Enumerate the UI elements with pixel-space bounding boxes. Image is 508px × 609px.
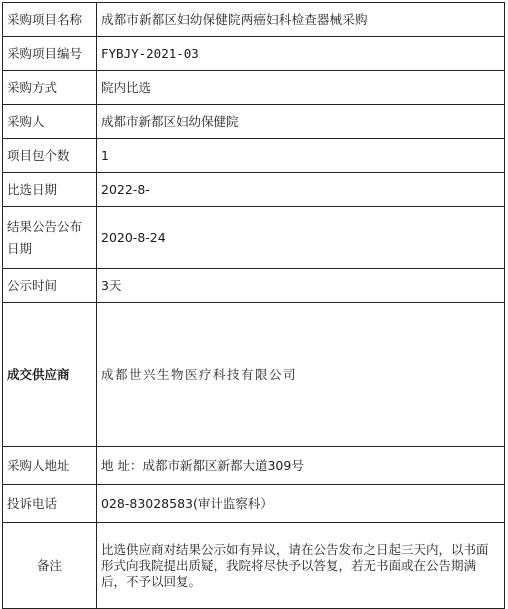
row-publicity-period [3, 269, 505, 303]
row-selection-date [3, 173, 505, 207]
row-project-name [3, 3, 505, 37]
value-package-count: 1 [97, 139, 505, 173]
label-project-number: 采购项目编号 [3, 37, 97, 71]
label-publicity-period: 公示时间 [3, 269, 97, 303]
label-selection-date: 比选日期 [3, 173, 97, 207]
label-winning-supplier: 成交供应商 [3, 303, 97, 447]
value-purchaser-address: 地 址：成都市新都区新都大道309号 [97, 447, 505, 485]
label-announcement-date-text: 结果公告公布日期 [7, 218, 83, 256]
value-remarks: 比选供应商对结果公示如有异议，请在公告发布之日起三天内，以书面形式向我院提出质疑，我院将尽快予以答复，若无书面或在公告期满后，不予以回复。 [97, 523, 505, 609]
label-procurement-method: 采购方式 [3, 71, 97, 105]
procurement-result-table [2, 2, 505, 609]
value-purchaser: 成都市新都区妇幼保健院 [97, 105, 505, 139]
value-complaint-phone: 028-83028583(审计监察科） [97, 485, 505, 523]
label-purchaser-address: 采购人地址 [3, 447, 97, 485]
label-announcement-date [3, 207, 97, 269]
row-remarks [3, 523, 505, 609]
label-purchaser: 采购人 [3, 105, 97, 139]
label-remarks: 备注 [3, 523, 97, 609]
row-purchaser-address [3, 447, 505, 485]
value-project-number: FYBJY-2021-03 [97, 37, 505, 71]
row-winning-supplier [3, 303, 505, 447]
value-winning-supplier: 成都世兴生物医疗科技有限公司 [97, 303, 505, 447]
value-selection-date: 2022-8- [97, 173, 505, 207]
value-publicity-period: 3天 [97, 269, 505, 303]
row-purchaser [3, 105, 505, 139]
row-announcement-date [3, 207, 505, 269]
value-project-name: 成都市新都区妇幼保健院两癌妇科检查器械采购 [97, 3, 505, 37]
row-project-number [3, 37, 505, 71]
label-complaint-phone: 投诉电话 [3, 485, 97, 523]
value-procurement-method: 院内比选 [97, 71, 505, 105]
value-announcement-date: 2020-8-24 [97, 207, 505, 269]
row-procurement-method [3, 71, 505, 105]
label-project-name: 采购项目名称 [3, 3, 97, 37]
row-package-count [3, 139, 505, 173]
row-complaint-phone [3, 485, 505, 523]
label-package-count: 项目包个数 [3, 139, 97, 173]
